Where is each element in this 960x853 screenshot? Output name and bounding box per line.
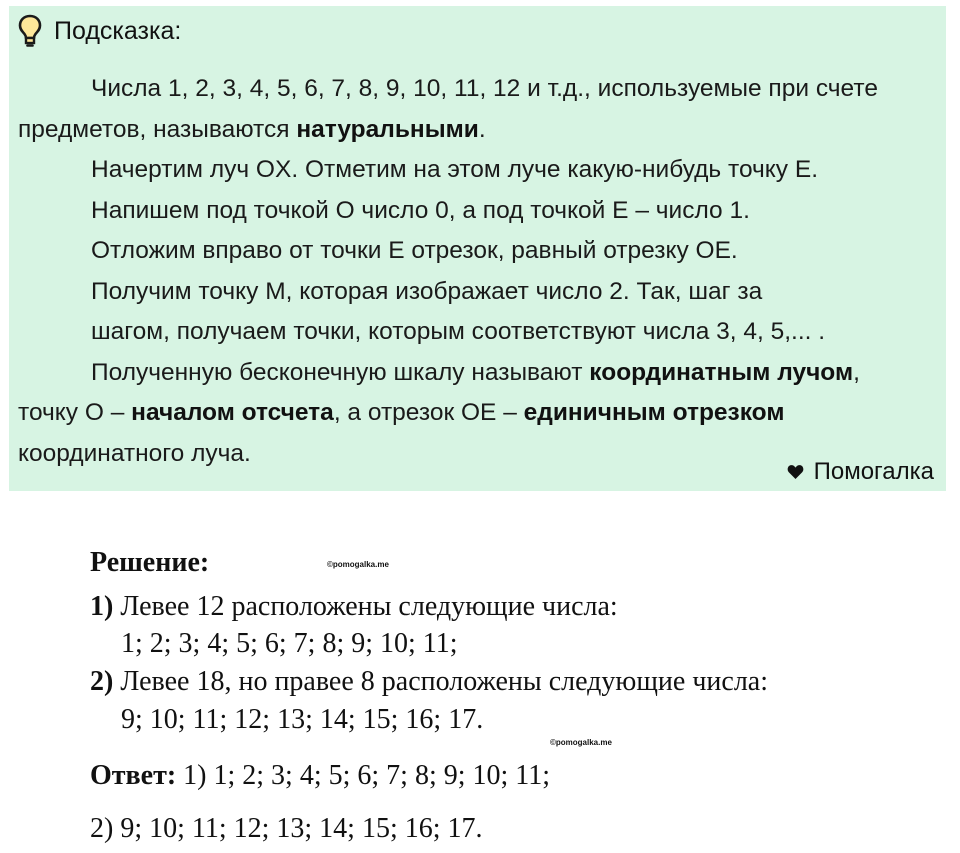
- answer-line-2: 2) 9; 10; 11; 12; 13; 14; 15; 16; 17.: [90, 813, 483, 844]
- solution-item-2-numbers: 9; 10; 11; 12; 13; 14; 15; 16; 17.: [121, 704, 484, 735]
- brand-name: Помогалка: [813, 458, 934, 485]
- solution-item-2: 2) Левее 18, но правее 8 расположены следующие числа:: [90, 666, 768, 697]
- solution-heading: Решение:: [90, 547, 210, 578]
- hint-title: Подсказка:: [54, 16, 182, 45]
- term-unit-segment: единичным отрезком: [523, 399, 785, 426]
- hint-text: [18, 69, 923, 474]
- heart-icon: [787, 464, 804, 480]
- brand-signature: [787, 456, 934, 488]
- term-origin: началом отсчета: [131, 399, 334, 426]
- hint-line: Напишем под точкой O число 0, а под точкой E – число 1.: [91, 196, 750, 224]
- lightbulb-icon: [18, 14, 42, 48]
- answer-label: Ответ:: [90, 760, 177, 791]
- watermark: ©pomogalka.me: [550, 738, 612, 747]
- hint-paragraph-coordinate: Полученную бесконечную шкалу называют координатным лучом, точку O – началом отсчета, а отрезок OE – единичным отрезком координатного луча.: [18, 358, 860, 467]
- hint-line: Начертим луч OX. Отметим на этом луче какую-нибудь точку E.: [91, 156, 818, 183]
- solution-item-1: 1) Левее 12 расположены следующие числа:: [90, 591, 618, 622]
- term-coordinate-ray: координатным лучом: [589, 358, 854, 386]
- term-natural: натуральными: [296, 115, 479, 143]
- watermark: ©pomogalka.me: [327, 560, 389, 569]
- solution-item-1-numbers: 1; 2; 3; 4; 5; 6; 7; 8; 9; 10; 11;: [121, 628, 458, 659]
- hint-line: Отложим вправо от точки E отрезок, равный отрезку OE.: [91, 237, 738, 264]
- hint-line: Получим точку M, которая изображает число 2. Так, шаг за: [91, 277, 763, 305]
- hint-header: [18, 14, 181, 48]
- answer-line-1: Ответ: 1) 1; 2; 3; 4; 5; 6; 7; 8; 9; 10; 11;: [90, 760, 551, 791]
- hint-line: шагом, получаем точки, которым соответствуют числа 3, 4, 5,... .: [91, 318, 826, 345]
- hint-paragraph-natural: Числа 1, 2, 3, 4, 5, 6, 7, 8, 9, 10, 11, 12 и т.д., используемые при счете предметов, называются натуральными.: [18, 75, 878, 143]
